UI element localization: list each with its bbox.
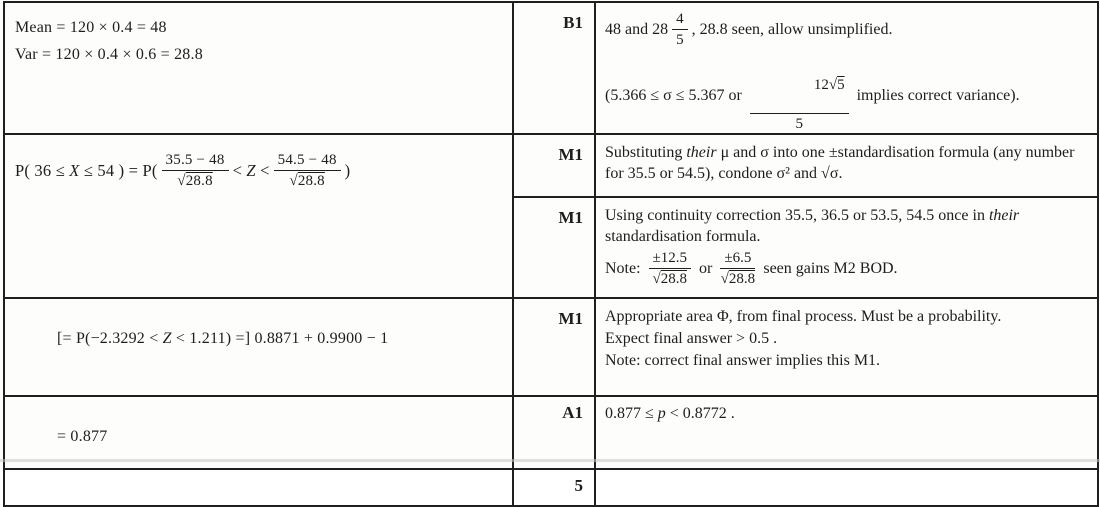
m1-area-note-line2: Expect final answer > 0.5 .: [605, 330, 778, 347]
m1-continuity-note: Using continuity correction 35.5, 36.5 or 53.5, 54.5 once in their standardisation formula.: [605, 207, 1020, 245]
sqrt-sign: √: [720, 271, 729, 287]
note-cell-m1-continuity: [595, 197, 1098, 298]
a1-accepted-range: 0.877 ≤ p < 0.8772 .: [605, 405, 735, 422]
note-cell-empty: [595, 469, 1098, 506]
mark-scheme-table: [3, 1, 1099, 507]
m1-area-note-line1: Appropriate area Φ, from final process. Must be a probability.: [605, 308, 1002, 325]
m1-substitution-note: Substituting their μ and σ into one ±standardisation formula (any number for 35.5 or 54.5), condone σ² and √σ.: [605, 144, 1075, 182]
variable-x: X: [69, 161, 80, 180]
fraction-upper-z: $\frac{54.5 - 48}{√28.8}$: [274, 151, 341, 190]
variable-z: Z: [162, 330, 172, 347]
mark-code-m1-area: [513, 298, 595, 396]
solution-cell-area: [4, 298, 513, 396]
note-cell-m1-substitution: [595, 134, 1098, 197]
mean-formula: Mean = 120 × 0.4 = 48: [15, 19, 167, 36]
fraction-pm6-5: $\frac{\pm 6.5}{√28.8}$: [720, 250, 756, 287]
b1-note-line2: (5.366 ≤ σ ≤ 5.367 or $\frac{12√5}{5}$ implies correct variance).: [605, 58, 1087, 133]
mark-label: M1: [558, 145, 583, 164]
variable-p: p: [657, 405, 666, 422]
m1-area-note-line3: Note: correct final answer implies this M1.: [605, 352, 881, 369]
sqrt-sign: √: [289, 173, 298, 189]
sqrt-sign: √: [828, 77, 838, 93]
mark-label: B1: [563, 13, 583, 32]
solution-cell-mean-variance: [4, 2, 513, 134]
total-marks-cell: [513, 469, 595, 506]
solution-cell-empty: [4, 469, 513, 506]
mark-label: M1: [558, 208, 583, 227]
fraction-lower-z: $\frac{35.5 - 48}{√28.8}$: [162, 151, 229, 190]
m1-continuity-note-fractions: Note: $\frac{\pm 12.5}{√28.8}$ or $\frac{\pm 6.5}{√28.8}$ seen gains M2 BOD.: [605, 250, 898, 287]
note-cell-m1-area: [595, 298, 1098, 396]
variance-formula: Var = 120 × 0.4 × 0.6 = 28.8: [15, 46, 203, 63]
final-answer: = 0.877: [57, 428, 108, 445]
variable-z: Z: [246, 161, 256, 180]
their-emphasis: their: [686, 144, 717, 161]
note-cell-b1: [595, 2, 1098, 134]
mark-label: M1: [558, 309, 583, 328]
mark-code-b1: [513, 2, 595, 134]
probability-formula: P( 36 ≤ X ≤ 54 ) = P( $\frac{35.5 - 48}{√28.8}$ < Z < $\frac{54.5 - 48}{√28.8}$ ): [15, 152, 351, 189]
mark-label: A1: [562, 403, 583, 422]
sqrt-sign: √: [652, 271, 661, 287]
scan-bottom-edge: [0, 459, 1100, 462]
total-marks: 5: [574, 476, 583, 495]
sqrt-sign: √: [177, 173, 186, 189]
solution-cell-standardisation: [4, 134, 513, 298]
fraction-pm12-5: $\frac{\pm 12.5}{√28.8}$: [649, 249, 691, 288]
fraction-12root5-over-5: $\frac{12√5}{5}$: [750, 58, 849, 133]
mark-code-m1-continuity: [513, 197, 595, 298]
area-working: [= P(−2.3292 < Z < 1.211) =] 0.8871 + 0.9900 − 1: [57, 330, 389, 347]
their-emphasis: their: [988, 207, 1020, 224]
b1-note-line1: 48 and 28 $\frac{4}{5}$ , 28.8 seen, allow unsimplified.: [605, 11, 893, 48]
mark-code-m1-substitution: [513, 134, 595, 197]
fraction-four-fifths: $\frac{4}{5}$: [672, 10, 688, 49]
